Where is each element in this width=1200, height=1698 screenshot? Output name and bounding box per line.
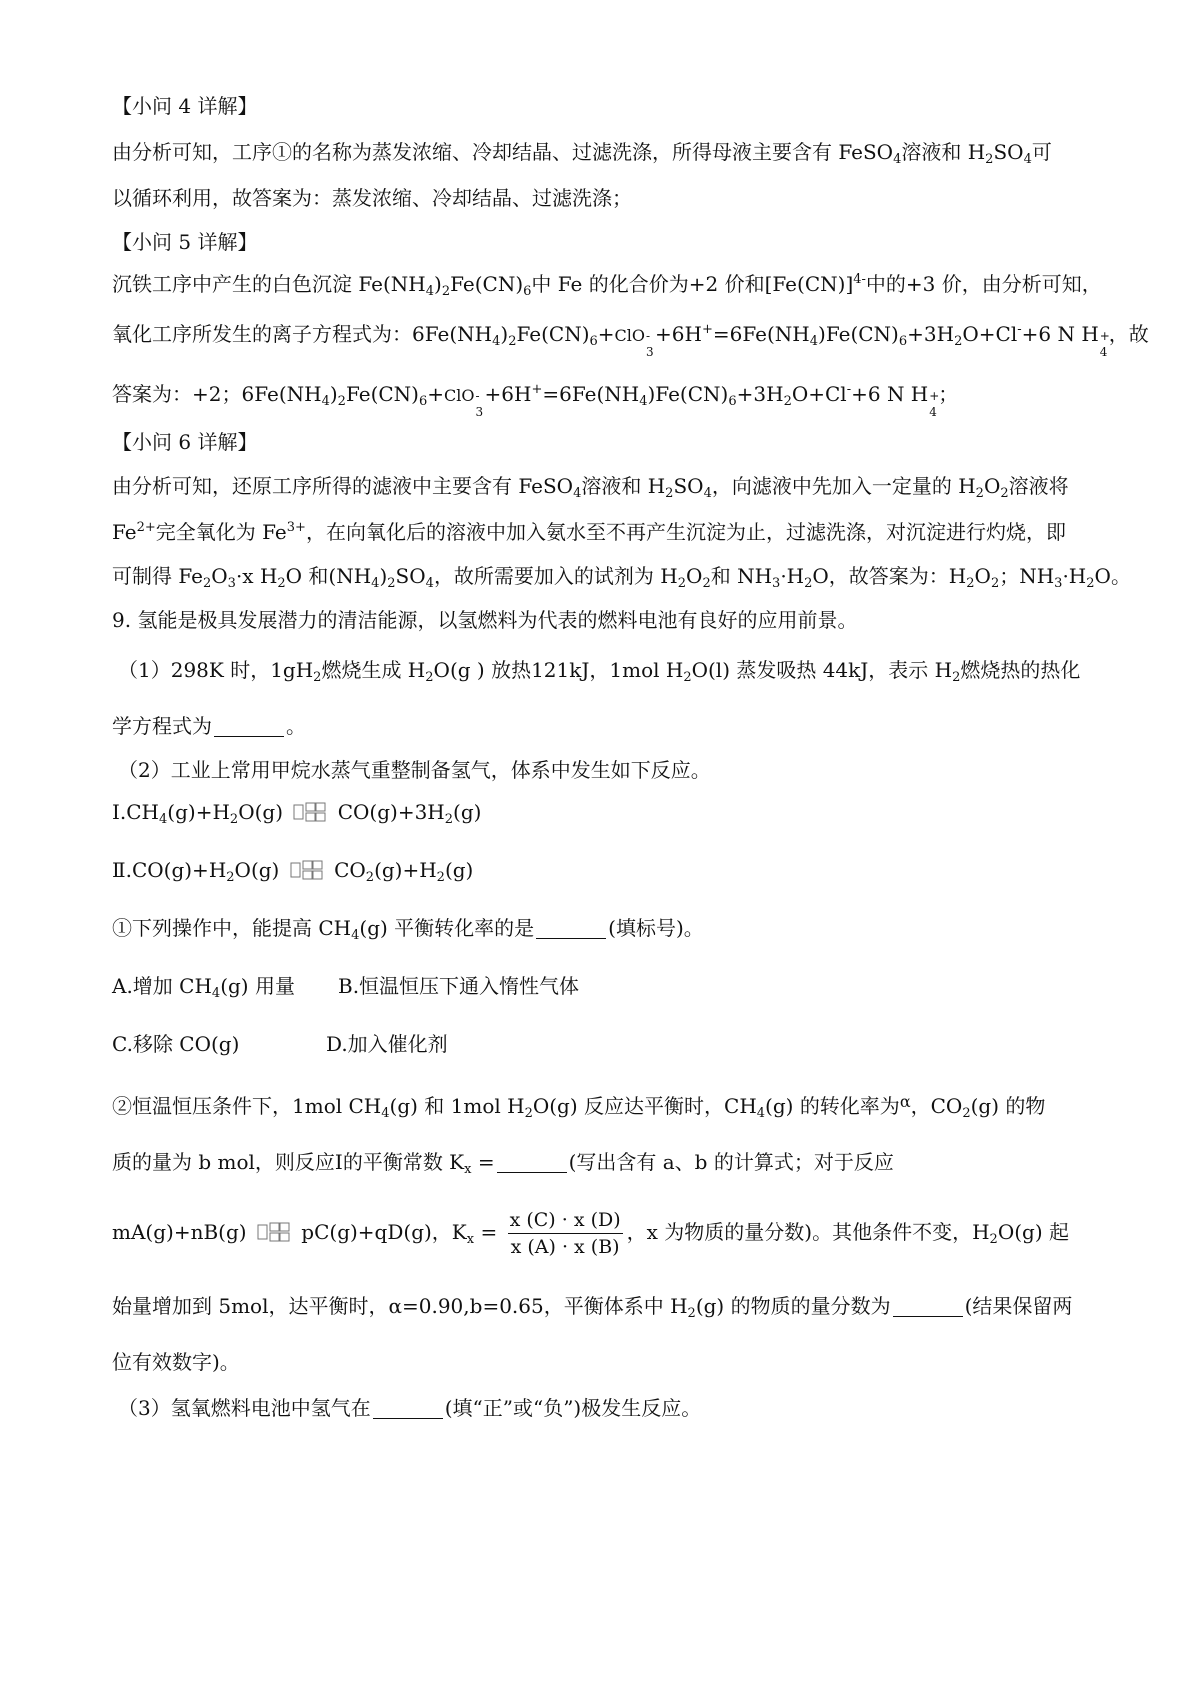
q6-text-line-2: $Fe^{2+}$完全氧化为 $Fe^{3+}$，在向氧化后的溶液中加入氨水至不再产生沉淀为止，过滤洗涤，对沉淀进行灼烧，即 — [112, 520, 1066, 544]
q6-text-line-1: 由分析可知，还原工序所得的滤液中主要含有 FeSO$_4$溶液和 $H_2SO_4$，向滤液中先加入一定量的 $H_2O_2$溶液将 — [112, 474, 1069, 501]
q5-answer-line-3: 答案为：+2；$6Fe(NH_4)_2Fe(CN)_6+ClO$ - 3 $+6H^+=6Fe(NH_4)Fe(CN)_6+3H_2O+Cl^-+6$ N H + 4 ； — [112, 382, 959, 419]
q4-heading: 【小问 4 详解】 — [112, 94, 258, 118]
option-b: B.恒温恒压下通入惰性气体 — [338, 974, 580, 998]
equilibrium-arrow-icon — [293, 802, 327, 822]
equilibrium-arrow-icon — [290, 860, 324, 880]
q9-part1-line-1: （1）298K 时，$1gH_2$燃烧生成 $H_2O(g$ ) 放热121kJ，1mol $H_2O(l)$ 蒸发吸热 44kJ，表示 $H_2$燃烧热的热化 — [118, 658, 1081, 685]
q6-text-line-3: 可制得 $Fe_2O_3\cdot x$ $H_2O$ 和$(NH_4)_2SO_4$，故所需要加入的试剂为 $H_2O_2$和 $NH_3\cdot H_2O$，故答案为：$H_2O_2$；$NH_3\cdot H_2O$。 — [112, 564, 1131, 591]
q9-subquestion-2-line-4: 始量增加到 5mol，达平衡时，α=0.90,b=0.65，平衡体系中 $H_2(g)$ 的物质的量分数为 (结果保留两 — [112, 1294, 1073, 1321]
q6-heading: 【小问 6 详解】 — [112, 430, 258, 454]
q9-intro: 9. 氢能是极具发展潜力的清洁能源，以氢燃料为代表的燃料电池有良好的应用前景。 — [112, 608, 858, 632]
q5-heading: 【小问 5 详解】 — [112, 230, 258, 254]
q9-part1-line-2: 学方程式为 。 — [112, 714, 306, 738]
reaction-1: $Ⅰ.CH_4(g)+H_2O(g)$ $CO(g)+3H_2(g)$ — [112, 800, 482, 827]
equilibrium-arrow-icon — [257, 1222, 291, 1242]
q9-subquestion-2-line-3: mA(g)+nB(g) pC(g)+qD(g)，$K_x$ = $\frac{x (C) \cdot x (D)}{x (A) \cdot x (B)}$ ，x 为物质的量分数)。其他条件不变，$H_2O(g)$ 起 — [112, 1209, 1069, 1258]
q9-subquestion-1: ①下列操作中，能提高 $CH_4(g)$ 平衡转化率的是 (填标号)。 — [112, 916, 704, 943]
q9-subquestion-2-line-2: 质的量为 b mol，则反应Ⅰ的平衡常数 $K_x$ = (写出含有 a、b 的计算式；对于反应 — [112, 1150, 894, 1177]
answer-blank — [497, 1152, 567, 1173]
q9-part3: （3）氢氧燃料电池中氢气在 (填“正”或“负”)极发生反应。 — [118, 1396, 702, 1420]
q4-text-line-2: 以循环利用，故答案为：蒸发浓缩、冷却结晶、过滤洗涤； — [112, 186, 632, 210]
kx-fraction: $\frac{x (C) \cdot x (D)}{x (A) \cdot x (B)}$ — [509, 1209, 621, 1258]
q9-subquestion-2-line-1: ②恒温恒压条件下，1mol $CH_4(g)$ 和 1mol $H_2O(g)$ 反应达平衡时，$CH_4(g)$ 的转化率为$^\alpha$，$CO_2(g)$ 的物 — [112, 1092, 1046, 1121]
q9-subquestion-2-line-5: 位有效数字)。 — [112, 1350, 240, 1374]
option-a: A.增加 $CH_4(g)$ 用量 — [112, 974, 295, 1001]
answer-blank — [893, 1296, 963, 1317]
reaction-2: $Ⅱ.CO(g)+H_2O(g)$ $CO_2(g)+H_2(g)$ — [112, 858, 474, 885]
option-c: C.移除 CO(g) — [112, 1032, 240, 1056]
answer-blank — [536, 918, 606, 939]
q4-text-line-1: 由分析可知，工序①的名称为蒸发浓缩、冷却结晶、过滤洗涤，所得母液主要含有 FeSO$_4$溶液和 $H_2SO_4$可 — [112, 140, 1052, 167]
answer-blank — [214, 716, 284, 737]
answer-blank — [373, 1398, 443, 1419]
q5-text-line-1: 沉铁工序中产生的白色沉淀 $Fe(NH_4)_2Fe(CN)_6$中 Fe 的化合价为+2 价和$[Fe(CN)]^{4-}$中的+3 价，由分析可知， — [112, 272, 1102, 299]
q5-ionic-equation-line-2: 氧化工序所发生的离子方程式为：$6Fe(NH_4)_2Fe(CN)_6+ClO$ - 3 $+6H^+=6Fe(NH_4)Fe(CN)_6+3H_2O+Cl^-+6$ N H + 4 ，故 — [112, 322, 1149, 359]
q9-part2-intro: （2）工业上常用甲烷水蒸气重整制备氢气，体系中发生如下反应。 — [118, 758, 711, 782]
option-d: D.加入催化剂 — [326, 1032, 448, 1056]
